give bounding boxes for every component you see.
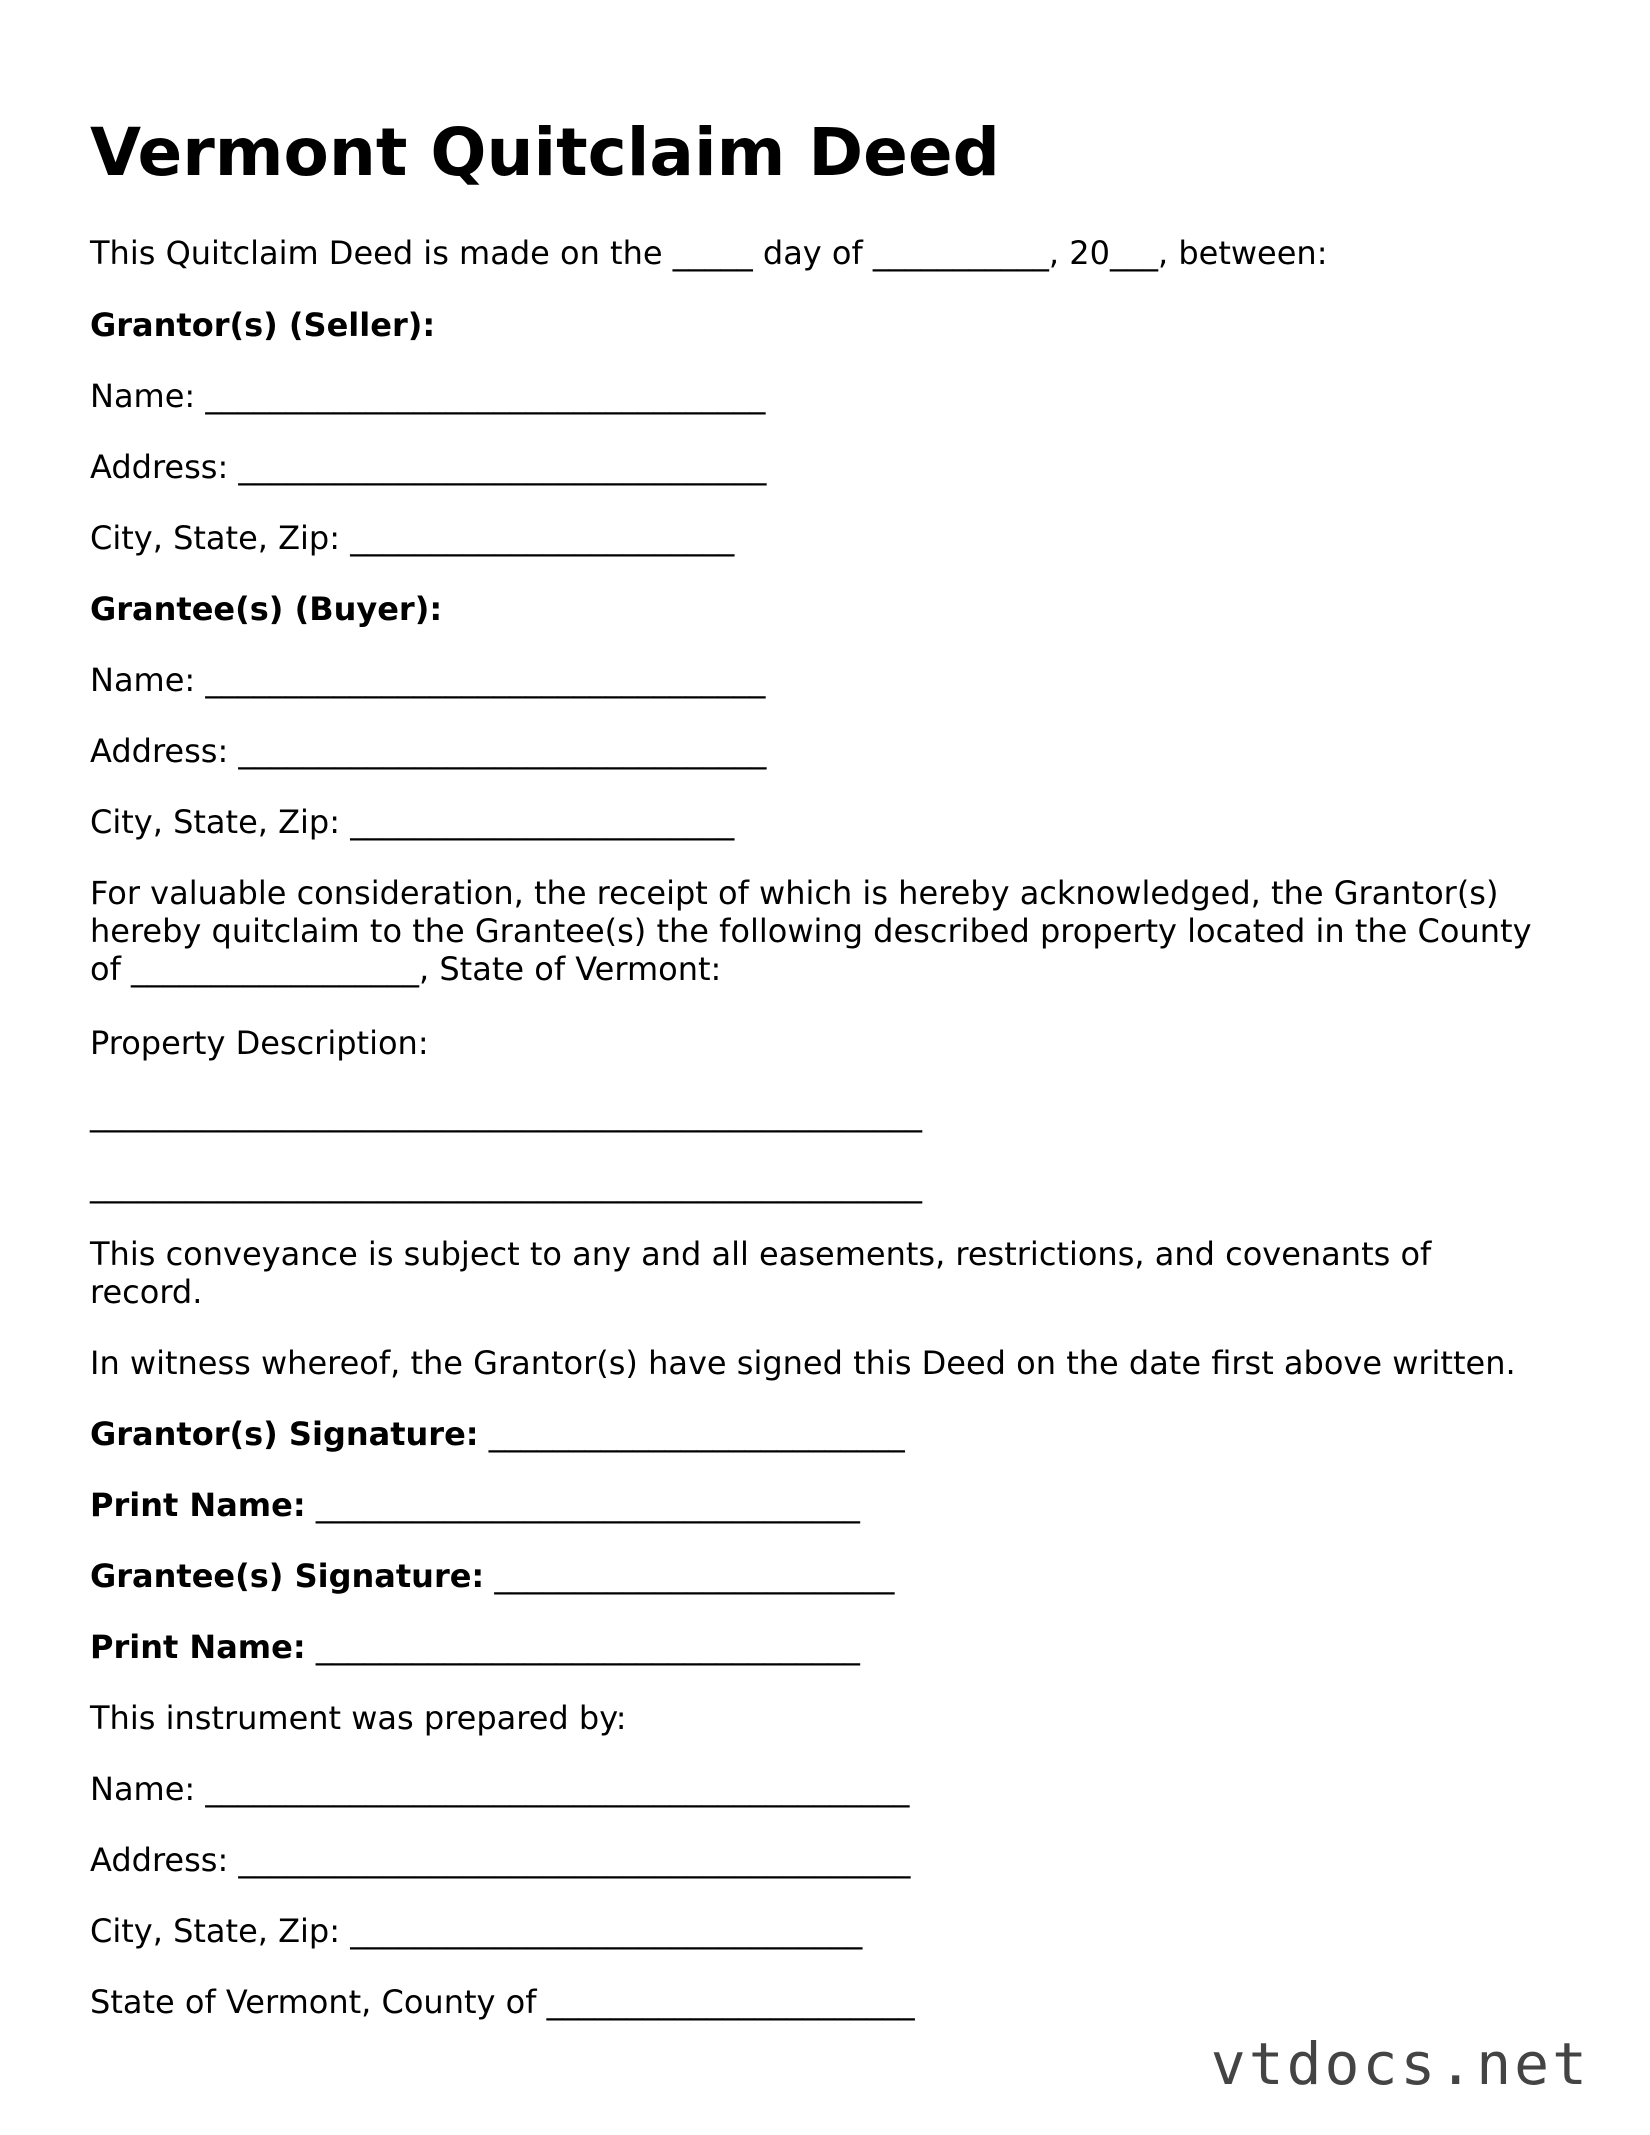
intro-line: This Quitclaim Deed is made on the _____ day of ___________, 20___, between: [90,234,1328,272]
grantor-heading: Grantor(s) (Seller): [90,306,436,344]
grantee-print-name-line: __________________________________ [315,1628,860,1666]
document-title: Vermont Quitclaim Deed [90,114,1000,191]
grantor-signature-row [90,1415,905,1453]
grantee-city-field: City, State, Zip: ________________________ [90,803,735,841]
grantor-address-field: Address: _________________________________ [90,448,767,486]
conveyance-paragraph: This conveyance is subject to any and all easements, restrictions, and covenants of record. [90,1235,1432,1311]
witness-line: In witness whereof, the Grantor(s) have signed this Deed on the date first above written. [90,1344,1516,1382]
grantor-name-field: Name: ___________________________________ [90,377,766,415]
grantee-print-name-label: Print Name: [90,1628,306,1666]
grantee-signature-row [90,1557,894,1595]
grantor-city-field: City, State, Zip: ________________________ [90,519,735,557]
property-description-line-1: ____________________________________________________ [90,1095,922,1133]
preparer-address-field: Address: __________________________________________ [90,1841,911,1879]
grantee-name-field: Name: ___________________________________ [90,661,766,699]
grantee-signature-label: Grantee(s) Signature: [90,1557,485,1595]
grantor-print-name-label: Print Name: [90,1486,306,1524]
grantee-signature-line: _________________________ [494,1557,895,1595]
preparer-name-field: Name: ____________________________________________ [90,1770,910,1808]
watermark: vtdocs.net [1210,2030,1590,2098]
prepared-by-heading: This instrument was prepared by: [90,1699,627,1737]
grantor-signature-label: Grantor(s) Signature: [90,1415,479,1453]
county-line: State of Vermont, County of _______________________ [90,1983,915,2021]
grantee-heading: Grantee(s) (Buyer): [90,590,443,628]
property-description-line-2: ____________________________________________________ [90,1166,922,1204]
grantor-print-name-row [90,1486,860,1524]
grantor-print-name-line: __________________________________ [315,1486,860,1524]
grantee-address-field: Address: _________________________________ [90,732,767,770]
grantor-signature-line: __________________________ [488,1415,905,1453]
preparer-city-field: City, State, Zip: ________________________________ [90,1912,863,1950]
consideration-paragraph: For valuable consideration, the receipt of which is hereby acknowledged, the Grantor(s) hereby quitclaim to the Grantee(s) the following described property located in the County of __________________, State of Vermont: [90,874,1532,988]
property-description-label: Property Description: [90,1024,429,1062]
grantee-print-name-row [90,1628,860,1666]
